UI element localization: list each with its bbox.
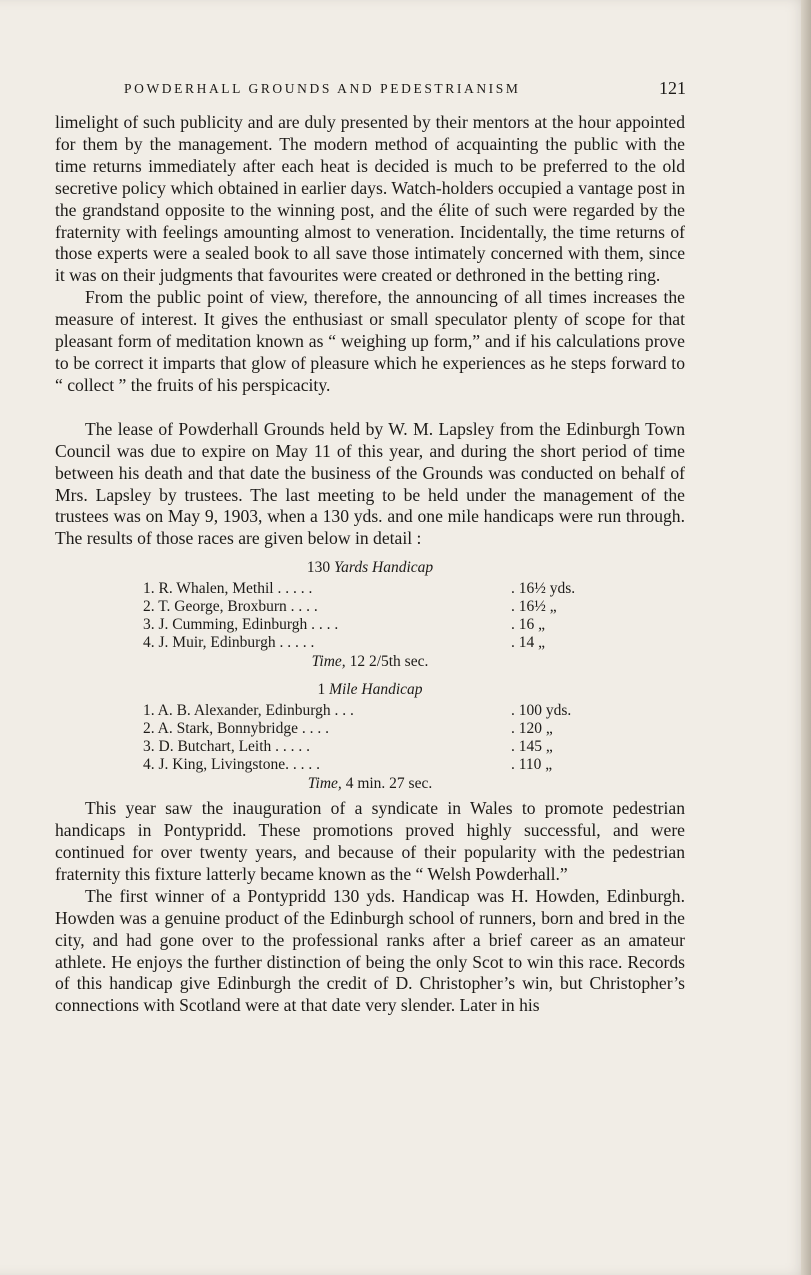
table-title-text: Yards Handicap <box>333 559 434 577</box>
handicap-value: . 14 „ <box>511 634 546 652</box>
runner-name: 3. D. Butchart, Leith . . . . . <box>143 738 311 756</box>
race-time <box>55 652 685 672</box>
runner-name: 1. R. Whalen, Methil . . . . . <box>143 580 313 598</box>
handicap-value: . 145 „ <box>511 738 553 756</box>
table-row <box>143 580 631 598</box>
runner-name: 1. A. B. Alexander, Edinburgh . . . <box>143 702 354 720</box>
table-title-text: Mile Handicap <box>329 681 423 699</box>
handicap-value: . 100 yds. <box>511 702 572 720</box>
results-table-mile <box>143 702 631 774</box>
page-edge <box>801 0 811 1275</box>
running-head-title: POWDERHALL GROUNDS AND PEDESTRIANISM <box>124 81 521 96</box>
table-title-number: 130 <box>306 559 331 577</box>
runner-name: 4. J. Muir, Edinburgh . . . . . <box>143 634 315 652</box>
body-text <box>55 112 685 1017</box>
table-title-mile <box>55 680 685 700</box>
paragraph: limelight of such publicity and are duly presented by their mentors at the hour appointed for them by the management. The modern method of acquainting the public with the time returns immediately after each heat is decided is much to be preferred to the old secretive policy which obtained in earlier days. Watch-holders occupied a vantage post in the grandstand opposite to the winning post, and the élite of such were regarded by the fraternity with feelings amounting almost to veneration. Incidentally, the time returns of those experts were a sealed book to all save those intimately concerned with them, since it was on their judgments that favourites were created or dethroned in the betting ring. <box>55 112 685 286</box>
runner-name: 2. T. George, Broxburn . . . . <box>143 598 318 616</box>
handicap-value: . 16½ „ <box>511 598 557 616</box>
table-row <box>143 634 631 652</box>
table-row <box>143 720 631 738</box>
runner-name: 4. J. King, Livingstone. . . . . <box>143 756 320 774</box>
time-value: 4 min. 27 sec. <box>345 775 433 793</box>
paragraph: This year saw the inauguration of a syndicate in Wales to promote pedestrian handicaps in Pontypridd. These promotions proved highly successful, and were continued for over twenty years, and because of their popularity with the pedestrian fraternity this fixture latterly became known as the “ Welsh Powderhall.” <box>55 798 685 884</box>
table-row <box>143 702 631 720</box>
paragraph: From the public point of view, therefore, the announcing of all times increases the measure of interest. It gives the enthusiast or small speculator plenty of scope for that pleasant form of meditation known as “ weighing up form,” and if his calculations prove to be correct it imparts that glow of pleasure which he experiences as he steps forward to “ collect ” the fruits of his perspicacity. <box>55 287 685 395</box>
handicap-value: . 110 „ <box>511 756 553 774</box>
time-label: Time, <box>311 653 346 671</box>
handicap-value: . 16½ yds. <box>511 580 576 598</box>
table-row <box>143 598 631 616</box>
runner-name: 2. A. Stark, Bonnybridge . . . . <box>143 720 329 738</box>
paragraph: The lease of Powderhall Grounds held by W. M. Lapsley from the Edinburgh Town Council was due to expire on May 11 of this year, and during the short period of time between his death and that date the business of the Grounds was conducted on behalf of Mrs. Lapsley by trustees. The last meeting to be held under the management of the trustees was on May 9, 1903, when a 130 yds. and one mile handicaps were run through. The results of those races are given below in detail : <box>55 418 685 549</box>
table-row <box>143 756 631 774</box>
time-label: Time, <box>307 775 342 793</box>
handicap-value: . 16 „ <box>511 616 546 634</box>
runner-name: 3. J. Cumming, Edinburgh . . . . <box>143 616 339 634</box>
table-row <box>143 738 631 756</box>
paragraph: The first winner of a Pontypridd 130 yds. Handicap was H. Howden, Edinburgh. Howden was a genuine product of the Edinburgh school of runners, born and bred in the city, and had gone over to the professional ranks after a brief career as an amateur athlete. He enjoys the further distinction of being the only Scot to win this race. Records of this handicap give Edinburgh the credit of D. Christopher’s win, but Christopher’s connections with Scotland were at that date very slender. Later in his <box>55 885 685 1016</box>
running-head <box>124 78 686 102</box>
table-title-130-yards <box>55 558 685 578</box>
table-title-number: 1 <box>317 681 326 699</box>
race-time <box>55 774 685 794</box>
results-table-130-yards <box>143 580 631 652</box>
time-value: 12 2/5th sec. <box>349 653 429 671</box>
table-row <box>143 616 631 634</box>
page-number: 121 <box>659 78 686 98</box>
handicap-value: . 120 „ <box>511 720 553 738</box>
